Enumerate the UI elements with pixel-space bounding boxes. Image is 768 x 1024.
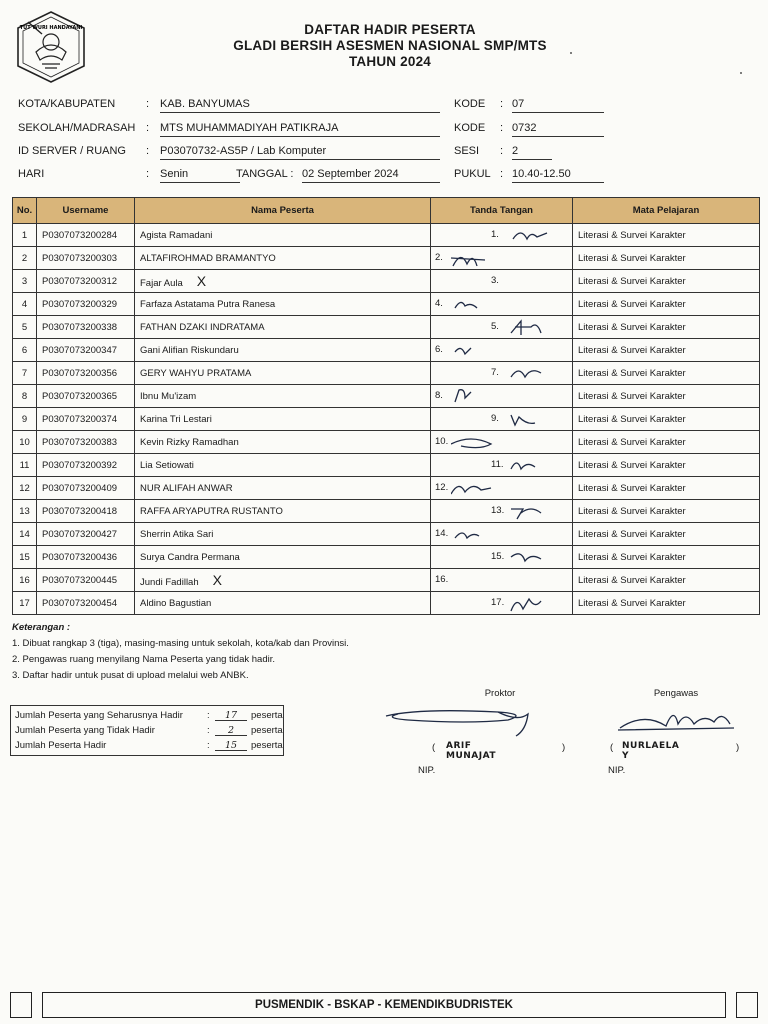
row-subject: Literasi & Survei Karakter	[573, 592, 760, 615]
signature-number: 4.	[435, 298, 443, 309]
signature-number: 14.	[435, 528, 449, 539]
header-nama: Nama Peserta	[135, 198, 431, 224]
row-name: Jundi Fadillah	[140, 577, 199, 588]
signature-icon	[451, 432, 495, 454]
notes	[12, 620, 349, 684]
attendance-summary	[10, 705, 284, 756]
sekolah-label: SEKOLAH/MADRASAH	[18, 122, 136, 134]
row-name-cell	[135, 293, 431, 316]
row-no: 1	[13, 224, 37, 247]
row-no: 14	[13, 523, 37, 546]
row-username: P0307073200329	[37, 293, 135, 316]
row-subject: Literasi & Survei Karakter	[573, 408, 760, 431]
table-row	[13, 500, 760, 523]
attendance-table	[12, 197, 760, 615]
row-signature-cell	[431, 500, 573, 523]
row-subject: Literasi & Survei Karakter	[573, 293, 760, 316]
row-subject: Literasi & Survei Karakter	[573, 224, 760, 247]
row-name: FATHAN DZAKI INDRATAMA	[140, 321, 265, 333]
row-subject: Literasi & Survei Karakter	[573, 569, 760, 592]
table-row	[13, 224, 760, 247]
row-username: P0307073200454	[37, 592, 135, 615]
row-no: 13	[13, 500, 37, 523]
proktor-nip: NIP.	[418, 765, 436, 776]
table-header-row	[13, 198, 760, 224]
pengawas-signature-icon	[614, 702, 744, 738]
signature-number: 5.	[491, 321, 499, 332]
row-signature-cell	[431, 454, 573, 477]
signature-icon	[507, 547, 551, 569]
row-name: Gani Alifian Riskundaru	[140, 344, 239, 356]
row-no: 6	[13, 339, 37, 362]
row-name: Agista Ramadani	[140, 229, 213, 241]
colon: :	[146, 98, 150, 110]
row-name: Aldino Bagustian	[140, 597, 212, 609]
row-name: Farfaza Astatama Putra Ranesa	[140, 298, 276, 310]
signature-icon	[507, 455, 551, 477]
table-row	[13, 339, 760, 362]
row-subject: Literasi & Survei Karakter	[573, 477, 760, 500]
signature-number: 3.	[491, 275, 499, 286]
row-username: P0307073200392	[37, 454, 135, 477]
row-signature-cell	[431, 477, 573, 500]
expected-value: 17	[215, 708, 247, 721]
row-signature-cell	[431, 270, 573, 293]
row-no: 2	[13, 247, 37, 270]
signature-number: 7.	[491, 367, 499, 378]
header-no: No.	[13, 198, 37, 224]
pengawas-open: (	[610, 742, 614, 753]
row-no: 5	[13, 316, 37, 339]
signature-number: 6.	[435, 344, 443, 355]
row-subject: Literasi & Survei Karakter	[573, 546, 760, 569]
row-subject: Literasi & Survei Karakter	[573, 247, 760, 270]
table-row	[13, 408, 760, 431]
sekolah-value: MTS MUHAMMADIYAH PATIKRAJA	[160, 122, 440, 137]
signature-icon	[451, 248, 495, 270]
title-line-1: DAFTAR HADIR PESERTA	[304, 22, 476, 37]
row-signature-cell	[431, 293, 573, 316]
table-row	[13, 477, 760, 500]
row-signature-cell	[431, 385, 573, 408]
pengawas-close: )	[736, 742, 740, 753]
row-subject: Literasi & Survei Karakter	[573, 500, 760, 523]
row-username: P0307073200436	[37, 546, 135, 569]
row-no: 12	[13, 477, 37, 500]
row-name-cell	[135, 569, 431, 592]
colon: :	[146, 122, 150, 134]
signature-icon	[507, 593, 551, 615]
kota-value: KAB. BANYUMAS	[160, 98, 440, 113]
document-title	[150, 22, 630, 70]
kota-label: KOTA/KABUPATEN	[18, 98, 116, 110]
row-name-cell	[135, 247, 431, 270]
row-name-cell	[135, 362, 431, 385]
signature-icon	[507, 409, 551, 431]
row-no: 7	[13, 362, 37, 385]
signature-number: 12.	[435, 482, 449, 493]
colon: :	[207, 710, 210, 721]
title-line-3: TAHUN 2024	[348, 54, 432, 69]
table-row	[13, 569, 760, 592]
row-name: GERY WAHYU PRATAMA	[140, 367, 252, 379]
row-name-cell	[135, 385, 431, 408]
kode-value-1: 07	[512, 98, 604, 113]
colon: :	[207, 740, 210, 751]
sesi-label: SESI	[454, 145, 480, 157]
present-value: 15	[215, 738, 247, 751]
signature-number: 17.	[491, 597, 505, 608]
proktor-close: )	[562, 742, 566, 753]
header-username: Username	[37, 198, 135, 224]
kode-label-2: KODE	[454, 122, 486, 134]
signature-icon	[507, 225, 551, 247]
row-name: Karina Tri Lestari	[140, 413, 212, 425]
footer-right-box	[736, 992, 758, 1018]
row-no: 3	[13, 270, 37, 293]
tut-wuri-handayani-logo-icon	[12, 8, 90, 86]
row-username: P0307073200445	[37, 569, 135, 592]
row-name-cell	[135, 523, 431, 546]
row-no: 11	[13, 454, 37, 477]
row-name: Lia Setiowati	[140, 459, 194, 471]
table-row	[13, 247, 760, 270]
unit: peserta	[251, 710, 283, 721]
row-name: Sherrin Atika Sari	[140, 528, 214, 540]
row-username: P0307073200418	[37, 500, 135, 523]
table-row	[13, 546, 760, 569]
row-username: P0307073200356	[37, 362, 135, 385]
row-name-cell	[135, 454, 431, 477]
row-no: 9	[13, 408, 37, 431]
row-subject: Literasi & Survei Karakter	[573, 316, 760, 339]
row-signature-cell	[431, 224, 573, 247]
row-subject: Literasi & Survei Karakter	[573, 362, 760, 385]
row-subject: Literasi & Survei Karakter	[573, 339, 760, 362]
row-signature-cell	[431, 408, 573, 431]
row-name-cell	[135, 500, 431, 523]
table-row	[13, 270, 760, 293]
pengawas-nip: NIP.	[608, 765, 626, 776]
row-subject: Literasi & Survei Karakter	[573, 385, 760, 408]
table-row	[13, 316, 760, 339]
row-name-cell	[135, 592, 431, 615]
signature-number: 11.	[491, 459, 504, 470]
table-row	[13, 454, 760, 477]
row-no: 10	[13, 431, 37, 454]
signature-number: 13.	[491, 505, 505, 516]
colon: :	[146, 145, 150, 157]
proktor-open: (	[432, 742, 436, 753]
proktor-role: Proktor	[484, 688, 516, 699]
signature-icon	[451, 294, 495, 316]
table-row	[13, 592, 760, 615]
row-name: Fajar Aula	[140, 278, 183, 289]
table-row	[13, 523, 760, 546]
row-username: P0307073200347	[37, 339, 135, 362]
row-name-cell	[135, 316, 431, 339]
row-name: RAFFA ARYAPUTRA RUSTANTO	[140, 505, 283, 517]
row-signature-cell	[431, 247, 573, 270]
header-tanda-tangan: Tanda Tangan	[431, 198, 573, 224]
row-subject: Literasi & Survei Karakter	[573, 431, 760, 454]
sesi-value: 2	[512, 145, 552, 160]
row-signature-cell	[431, 431, 573, 454]
row-signature-cell	[431, 316, 573, 339]
row-no: 4	[13, 293, 37, 316]
signature-number: 10.	[435, 436, 449, 447]
row-name-cell	[135, 339, 431, 362]
pukul-value: 10.40-12.50	[512, 168, 604, 183]
colon: :	[500, 145, 504, 157]
note-item: 1. Dibuat rangkap 3 (tiga), masing-masing untuk sekolah, kota/kab dan Provinsi.	[12, 638, 349, 649]
signature-number: 1.	[491, 229, 499, 240]
row-subject: Literasi & Survei Karakter	[573, 270, 760, 293]
row-username: P0307073200303	[37, 247, 135, 270]
signature-icon	[451, 386, 495, 408]
row-subject: Literasi & Survei Karakter	[573, 454, 760, 477]
title-line-2: GLADI BERSIH ASESMEN NASIONAL SMP/MTS	[233, 38, 547, 53]
signature-icon	[507, 363, 551, 385]
absent-mark: X	[196, 273, 207, 289]
colon: :	[500, 168, 504, 180]
unit: peserta	[251, 725, 283, 736]
row-username: P0307073200312	[37, 270, 135, 293]
kode-value-2: 0732	[512, 122, 604, 137]
present-label: Jumlah Peserta Hadir	[15, 740, 107, 751]
colon: :	[207, 725, 210, 736]
row-name: ALTAFIROHMAD BRAMANTYO	[140, 252, 276, 264]
absent-value: 2	[215, 723, 247, 736]
hari-value: Senin	[160, 168, 240, 183]
note-item: 2. Pengawas ruang menyilang Nama Peserta yang tidak hadir.	[12, 654, 275, 665]
unit: peserta	[251, 740, 283, 751]
table-row	[13, 293, 760, 316]
row-name-cell	[135, 224, 431, 247]
row-signature-cell	[431, 362, 573, 385]
row-name-cell	[135, 270, 431, 293]
pengawas-name: NURLAELA Y	[622, 741, 680, 761]
signature-number: 16.	[435, 574, 449, 585]
kode-label-1: KODE	[454, 98, 486, 110]
row-username: P0307073200409	[37, 477, 135, 500]
tanggal-value: 02 September 2024	[302, 168, 440, 183]
absent-label: Jumlah Peserta yang Tidak Hadir	[15, 725, 155, 736]
row-no: 8	[13, 385, 37, 408]
proktor-name: ARIF MUNAJAT	[446, 741, 497, 761]
hari-label: HARI	[18, 168, 45, 180]
signature-number: 9.	[491, 413, 499, 424]
row-signature-cell	[431, 546, 573, 569]
expected-label: Jumlah Peserta yang Seharusnya Hadir	[15, 710, 183, 721]
row-no: 16	[13, 569, 37, 592]
table-row	[13, 385, 760, 408]
row-signature-cell	[431, 592, 573, 615]
signature-number: 2.	[435, 252, 443, 263]
row-username: P0307073200427	[37, 523, 135, 546]
absent-mark: X	[212, 572, 222, 588]
footer	[10, 992, 760, 1018]
row-name-cell	[135, 431, 431, 454]
row-username: P0307073200284	[37, 224, 135, 247]
header-mata-pelajaran: Mata Pelajaran	[573, 198, 760, 224]
row-no: 17	[13, 592, 37, 615]
server-label: ID SERVER / RUANG	[18, 145, 126, 157]
row-signature-cell	[431, 569, 573, 592]
notes-heading: Keterangan :	[12, 622, 71, 633]
row-name-cell	[135, 477, 431, 500]
signature-icon	[451, 340, 495, 362]
signature-number: 15.	[491, 551, 505, 562]
colon: :	[146, 168, 150, 180]
row-username: P0307073200374	[37, 408, 135, 431]
signature-number: 8.	[435, 390, 443, 401]
row-signature-cell	[431, 339, 573, 362]
table-row	[13, 431, 760, 454]
row-username: P0307073200365	[37, 385, 135, 408]
pengawas-role: Pengawas	[653, 688, 699, 699]
row-signature-cell	[431, 523, 573, 546]
signature-icon	[451, 524, 495, 546]
row-username: P0307073200383	[37, 431, 135, 454]
row-no: 15	[13, 546, 37, 569]
tanggal-label: TANGGAL :	[236, 168, 294, 180]
signature-icon	[451, 478, 495, 500]
row-name-cell	[135, 408, 431, 431]
colon: :	[500, 122, 504, 134]
row-subject: Literasi & Survei Karakter	[573, 523, 760, 546]
logo-text: TUT WURI HANDAYANI	[19, 25, 83, 31]
signature-icon	[507, 501, 551, 523]
row-username: P0307073200338	[37, 316, 135, 339]
signature-icon	[507, 317, 551, 339]
row-name: Surya Candra Permana	[140, 551, 240, 563]
footer-text: PUSMENDIK - BSKAP - KEMENDIKBUDRISTEK	[42, 992, 726, 1018]
row-name-cell	[135, 546, 431, 569]
server-value: P03070732-AS5P / Lab Komputer	[160, 145, 440, 160]
note-item: 3. Daftar hadir untuk pusat di upload melalui web ANBK.	[12, 670, 249, 681]
footer-left-box	[10, 992, 32, 1018]
row-name: Kevin Rizky Ramadhan	[140, 436, 239, 448]
table-row	[13, 362, 760, 385]
row-name: NUR ALIFAH ANWAR	[140, 482, 233, 494]
row-name: Ibnu Mu'izam	[140, 390, 197, 402]
colon: :	[500, 98, 504, 110]
pukul-label: PUKUL	[454, 168, 491, 180]
proktor-signature-icon	[378, 700, 548, 740]
